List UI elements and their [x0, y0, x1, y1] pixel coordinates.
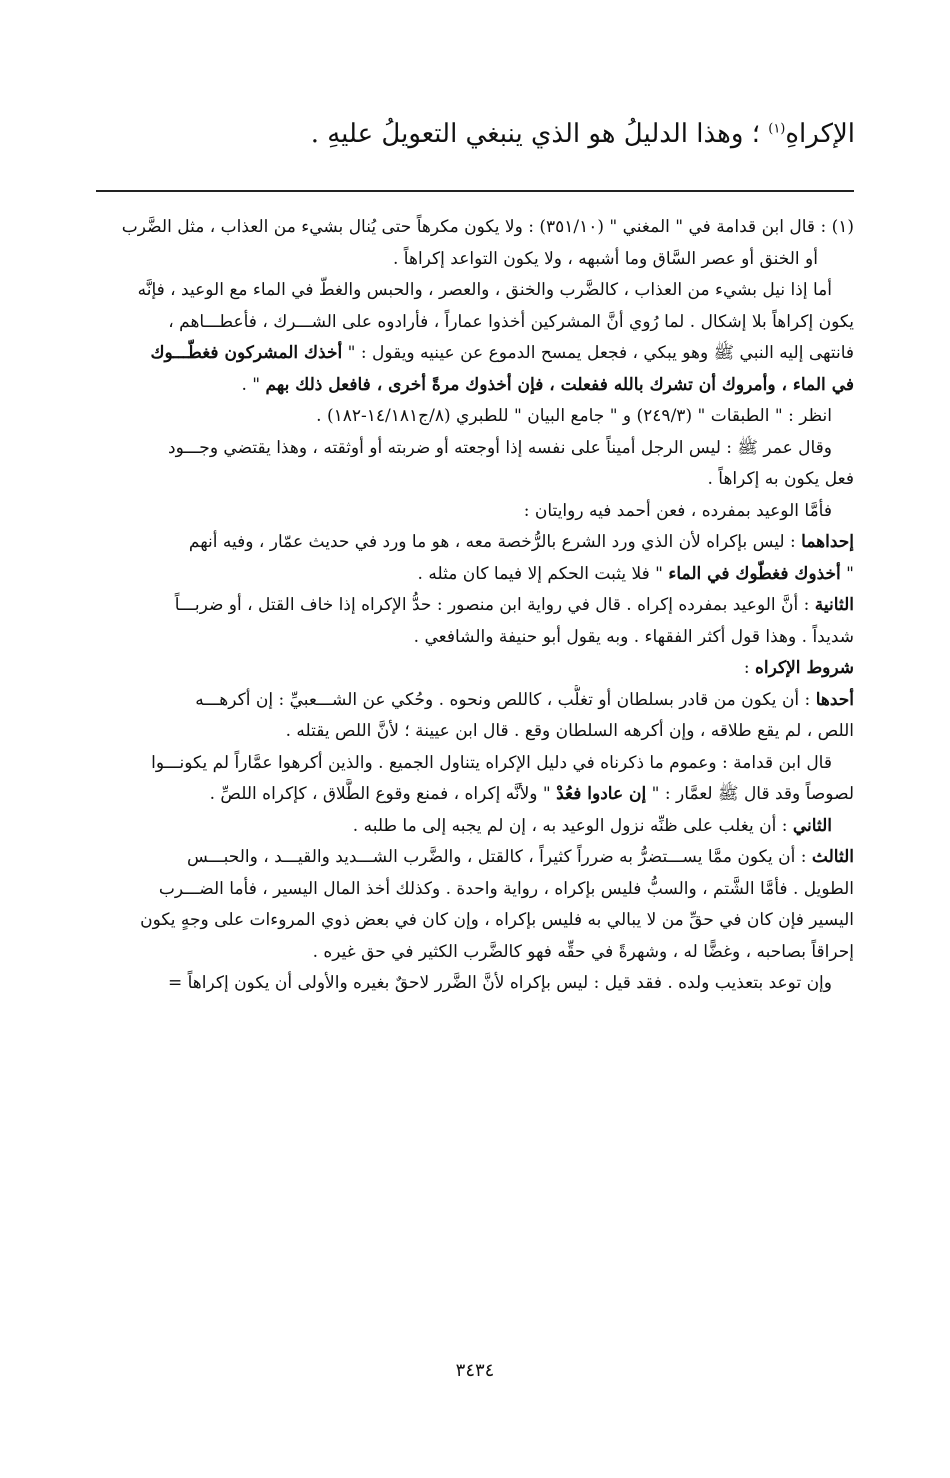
footnote-text: وقال عمر ﷺ : ليس الرجل أميناً على نفسه إذا أوجعته أو ضربته أو أوثقته ، وهذا يقتضي وجـــود [168, 437, 832, 458]
footnote-line [94, 275, 854, 307]
main-text-start: الإكراهِ [785, 119, 855, 149]
footnote-text: : [743, 658, 755, 678]
footnote-text: فأمَّا الوعيد بمفرده ، فعن أحمد فيه روايتان : [523, 500, 832, 521]
footnote-line [94, 590, 854, 622]
main-text-end: ؛ وهذا الدليلُ هو الذي ينبغي التعويلُ عليهِ . [310, 119, 769, 149]
footnote-text: يكون إكراهاً بلا إشكال . لما رُوي أنَّ المشركين أخذوا عماراً ، فأرادوه على الشـــرك ، فأعطـــاهم ، [168, 311, 854, 332]
footnote-line [94, 244, 854, 276]
footnote-line [94, 496, 854, 528]
footnote-line [94, 653, 854, 685]
footnote-line [94, 968, 854, 1000]
footnote-text: " . [241, 374, 266, 395]
bold-text: أخذك المشركون فغطّـــوك [150, 343, 343, 363]
footnote-line [94, 811, 854, 843]
footnote-line [94, 685, 854, 717]
footnote-text: " ولأنَّه إكراه ، فمنع وقوع الطَّلاق ، كإكراه اللصِّ . [209, 784, 557, 804]
bold-text: الثانية [814, 595, 854, 615]
footnote-line [94, 779, 854, 811]
footnote-text: أما إذا نيل بشيء من العذاب ، كالضَّرب والخنق ، والعصر ، والحبس والغطّ في الماء مع الوعيد ، فإنَّه [137, 280, 832, 300]
main-text-line [95, 112, 855, 156]
footnote-line [94, 559, 854, 591]
footnote-text: انظر : " الطبقات " (٢٤٩/٣) و " جامع البيان " للطبري (٨/ج١٤/١٨١-١٨٢) . [316, 406, 832, 426]
footnote-line [94, 527, 854, 559]
footnote-line [94, 401, 854, 433]
footnote-text: : أن يكون من قادر بسلطان أو تغلُّب ، كاللص ونحوه . وحُكي عن الشـــعبيِّ : إن أكرهـــه [195, 689, 816, 710]
footnote-line [94, 748, 854, 780]
footnote-line [94, 307, 854, 339]
page-number: ٣٤٣٤ [455, 1360, 495, 1381]
footnote-text: إحراقاً بصاحبه ، وغضًّا له ، وشهرةً في حقِّه فهو كالضَّرب الكثير في حق غيره . [312, 941, 854, 962]
footnote-text: قال ابن قدامة : وعموم ما ذكرناه في دليل الإكراه يتناول الجميع . والذين أكرهوا عمَّاراً لم يكونـــوا [151, 752, 832, 773]
footnote-text: : أن يغلب على ظنِّه نزول الوعيد به ، إن لم يجبه إلى ما طلبه . [352, 815, 793, 836]
footnote-line [94, 338, 854, 370]
footnote-line [94, 842, 854, 874]
footnote-text: " [840, 563, 854, 584]
footnote-line [94, 622, 854, 654]
footnote-text: أو الخنق أو عصر السَّاق وما أشبهه ، ولا يكون التواعد إكراهاً . [393, 248, 818, 269]
bold-text: في الماء ، وأمروك أن تشرك بالله ففعلت ، فإن أخذوك مرةً أخرى ، فافعل ذلك بهم [265, 374, 854, 395]
footnote-text: وإن توعد بتعذيب ولده . فقد قيل : ليس بإكراه لأنَّ الضَّرر لاحقٌ بغيره والأولى أن يكون إكراهاً = [167, 973, 832, 993]
footnote-text: لصوصاً وقد قال ﷺ لعمَّار : " [646, 784, 854, 804]
footnote-text: اللص ، لم يقع طلاقه ، وإن أكرهه السلطان وقع . قال ابن عيينة ؛ لأنَّ اللص يقتله . [285, 721, 854, 741]
footnote-text: فانتهى إليه النبي ﷺ وهو يبكي ، فجعل يمسح الدموع عن عينيه ويقول : " [342, 343, 854, 363]
footnote-block [94, 212, 854, 1000]
bold-text: أحدها [815, 689, 854, 710]
bold-text: أخذوك فغطّوك في الماء [668, 563, 841, 584]
footnote-text: الطويل . فأمَّا الشَّتم ، والسبُّ فليس بإكراه ، رواية واحدة . وكذلك أخذ المال اليسير ، فأما الضـــرب [158, 878, 854, 899]
footnote-text: اليسير فإن كان في حقِّ من لا يبالي به فليس بإكراه ، وإن كان في بعض ذوي المروءات على وجهٍ يكون [140, 910, 854, 930]
footnote-line [94, 433, 854, 465]
footnote-line [94, 716, 854, 748]
footnote-text: (١) : قال ابن قدامة في " المغني " (٣٥١/١٠) : ولا يكون مكرهاً حتى يُنال بشيء من العذاب ، مثل الضَّرب [121, 217, 854, 237]
footnote-text: : أنَّ الوعيد بمفرده إكراه . قال في رواية ابن منصور : حدُّ الإكراه إذا خاف القتل ، أو ضربـــاً [174, 595, 815, 615]
footnote-line [94, 874, 854, 906]
bold-text: إن عادوا فعُدْ [556, 784, 647, 804]
bold-text: الثاني [792, 815, 832, 836]
footnote-separator [96, 190, 854, 192]
bold-text: إحداهما [801, 532, 854, 552]
footnote-line [94, 905, 854, 937]
bold-text: الثالث [811, 847, 854, 867]
footnote-text: فعل يكون به إكراهاً . [707, 469, 854, 489]
footnote-text: " فلا يثبت الحكم إلا فيما كان مثله . [417, 563, 669, 584]
footnote-text: شديداً . وهذا قول أكثر الفقهاء . وبه يقول أبو حنيفة والشافعي . [413, 626, 854, 647]
footnote-line [94, 937, 854, 969]
footnote-line [94, 370, 854, 402]
footnote-text: : ليس بإكراه لأن الذي ورد الشرع بالرُّخصة معه ، هو ما ورد في حديث عمّار ، وفيه أنهم [188, 532, 802, 552]
footnote-line [94, 212, 854, 244]
bold-text: شروط الإكراه [755, 658, 854, 678]
footnote-line [94, 464, 854, 496]
footnote-reference[interactable]: (١) [768, 121, 786, 137]
footnote-text: : أن يكون ممَّا يســـتضرُّ به ضرراً كثيراً ، كالقتل ، والضَّرب الشـــديد والقيـــد ، والحبـــس [186, 847, 812, 867]
